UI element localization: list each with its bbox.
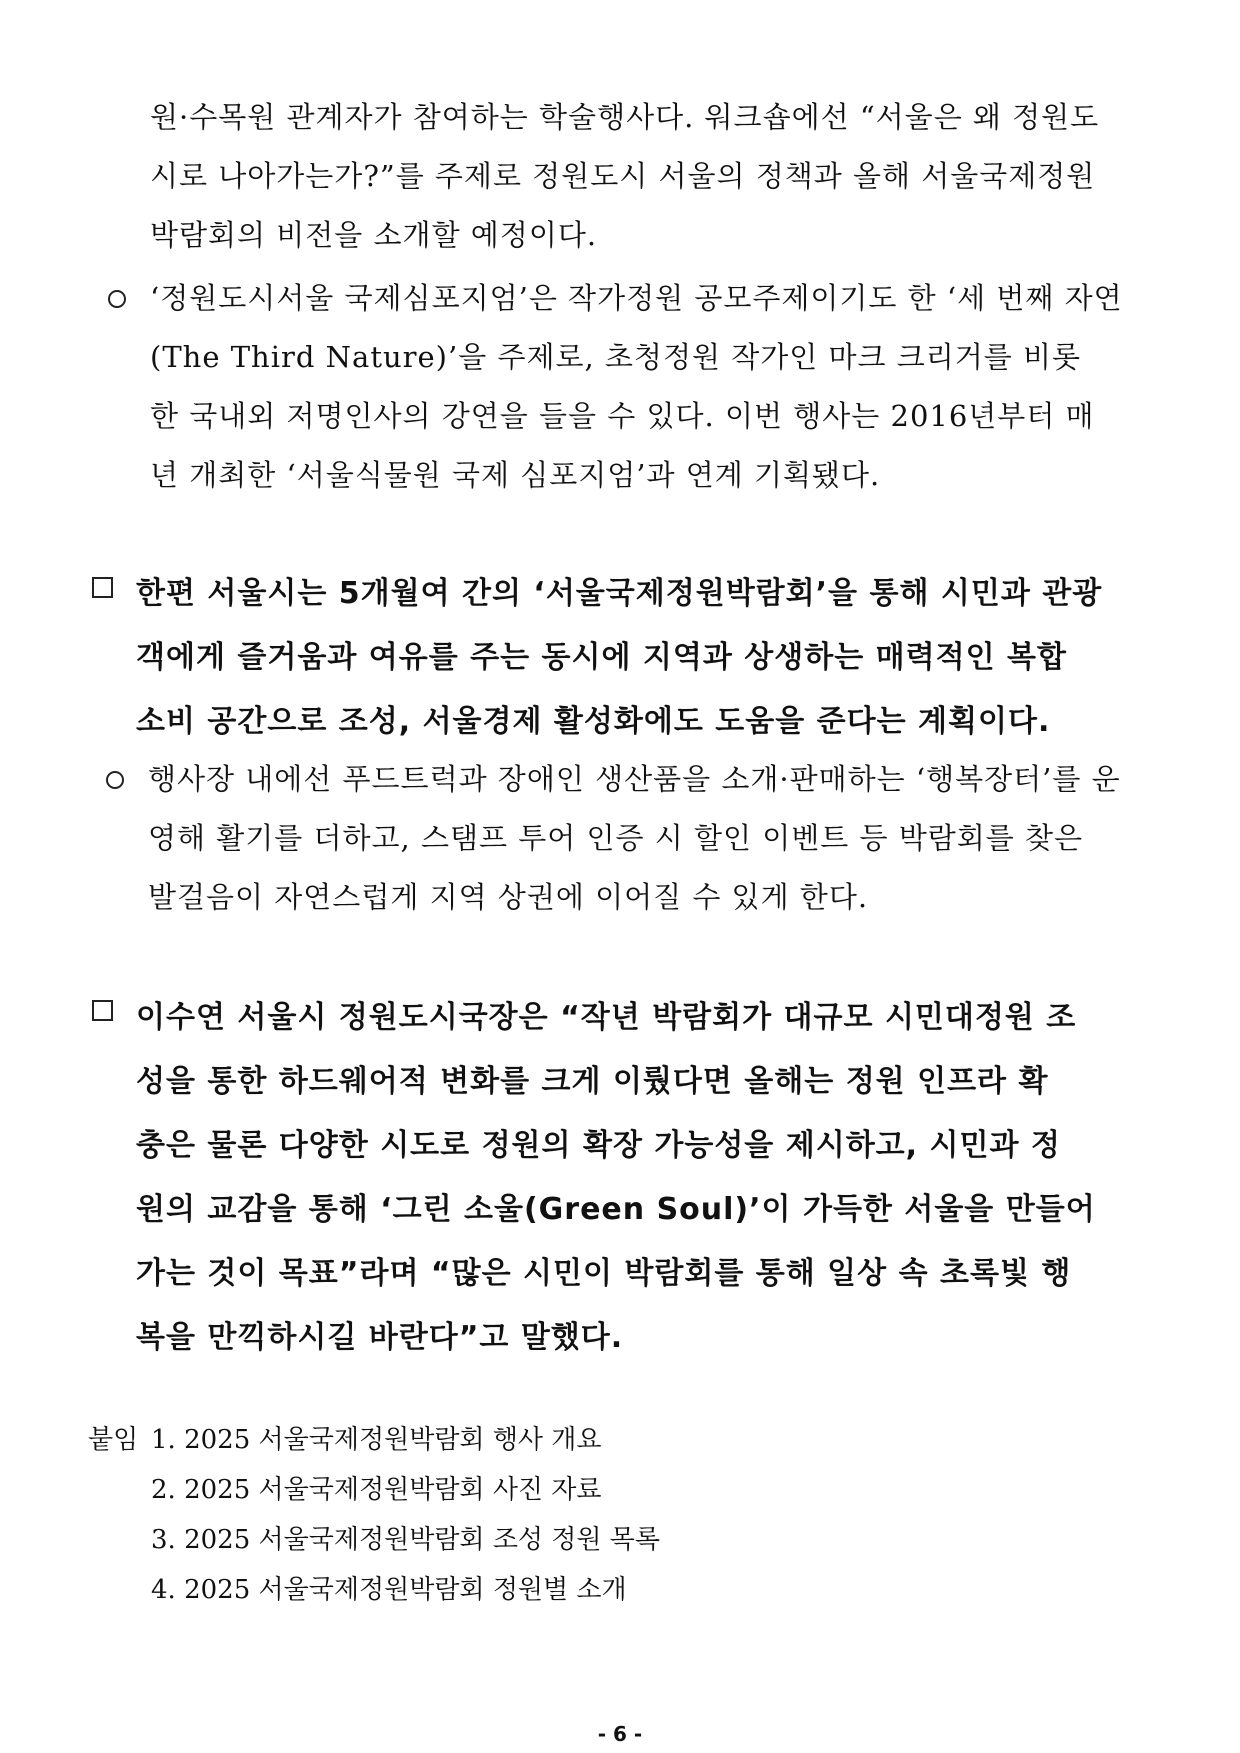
text-line: 성을 통한 하드웨어적 변화를 크게 이뤘다면 올해는 정원 인프라 확 — [136, 1064, 1049, 1099]
text-line: 객에게 즐거움과 여유를 주는 동시에 지역과 상생하는 매력적인 복합 — [136, 640, 1067, 675]
square-bullet-icon — [92, 577, 113, 598]
page-number: - 6 - — [597, 1722, 643, 1746]
text-line: (The Third Nature)’을 주제로, 초청정원 작가인 마크 크리거를 비롯 — [150, 340, 1082, 374]
attachment-item: 4. 2025 서울국제정원박람회 정원별 소개 — [151, 1575, 627, 1605]
square-bullet-icon — [92, 1000, 113, 1021]
attachment-item: 1. 2025 서울국제정원박람회 행사 개요 — [151, 1425, 602, 1455]
text-line: 박람회의 비전을 소개할 예정이다. — [150, 218, 598, 252]
text-line: 원·수목원 관계자가 참여하는 학술행사다. 워크숍에선 “서울은 왜 정원도 — [150, 100, 1100, 134]
text-line: 충은 물론 다양한 시도로 정원의 확장 가능성을 제시하고, 시민과 정 — [136, 1128, 1061, 1163]
text-line: 한 국내외 저명인사의 강연을 들을 수 있다. 이번 행사는 2016년부터 매 — [150, 399, 1095, 433]
text-line: 이수연 서울시 정원도시국장은 “작년 박람회가 대규모 시민대정원 조 — [136, 1000, 1077, 1035]
text-line: 발걸음이 자연스럽게 지역 상권에 이어질 수 있게 한다. — [148, 880, 869, 914]
text-line: 행사장 내에선 푸드트럭과 장애인 생산품을 소개·판매하는 ‘행복장터’를 운 — [148, 762, 1121, 796]
text-line: 복을 만끽하시길 바란다”고 말했다. — [136, 1320, 624, 1355]
circle-bullet-icon — [106, 771, 124, 789]
circle-bullet-icon — [108, 290, 126, 308]
attachment-item: 2. 2025 서울국제정원박람회 사진 자료 — [151, 1475, 602, 1505]
text-line: 영해 활기를 더하고, 스탬프 투어 인증 시 할인 이벤트 등 박람회를 찾은 — [148, 821, 1084, 855]
text-line: 시로 나아가는가?”를 주제로 정원도시 서울의 정책과 올해 서울국제정원 — [150, 159, 1096, 193]
text-line: 가는 것이 목표”라며 “많은 시민이 박람회를 통해 일상 속 초록빛 행 — [136, 1256, 1072, 1291]
text-line: 한편 서울시는 5개월여 간의 ‘서울국제정원박람회’을 통해 시민과 관광 — [136, 576, 1103, 611]
text-line: 년 개최한 ‘서울식물원 국제 심포지엄’과 연계 기획됐다. — [150, 458, 881, 492]
text-line: 원의 교감을 통해 ‘그린 소울(Green Soul)’이 가득한 서울을 만들어 — [136, 1192, 1096, 1227]
attachment-item: 3. 2025 서울국제정원박람회 조성 정원 목록 — [151, 1525, 661, 1555]
text-line: 소비 공간으로 조성, 서울경제 활성화에도 도움을 준다는 계획이다. — [136, 704, 1051, 739]
text-line: ‘정원도시서울 국제심포지엄’은 작가정원 공모주제이기도 한 ‘세 번째 자연 — [150, 281, 1123, 315]
attachments-label: 붙임 — [88, 1425, 139, 1455]
